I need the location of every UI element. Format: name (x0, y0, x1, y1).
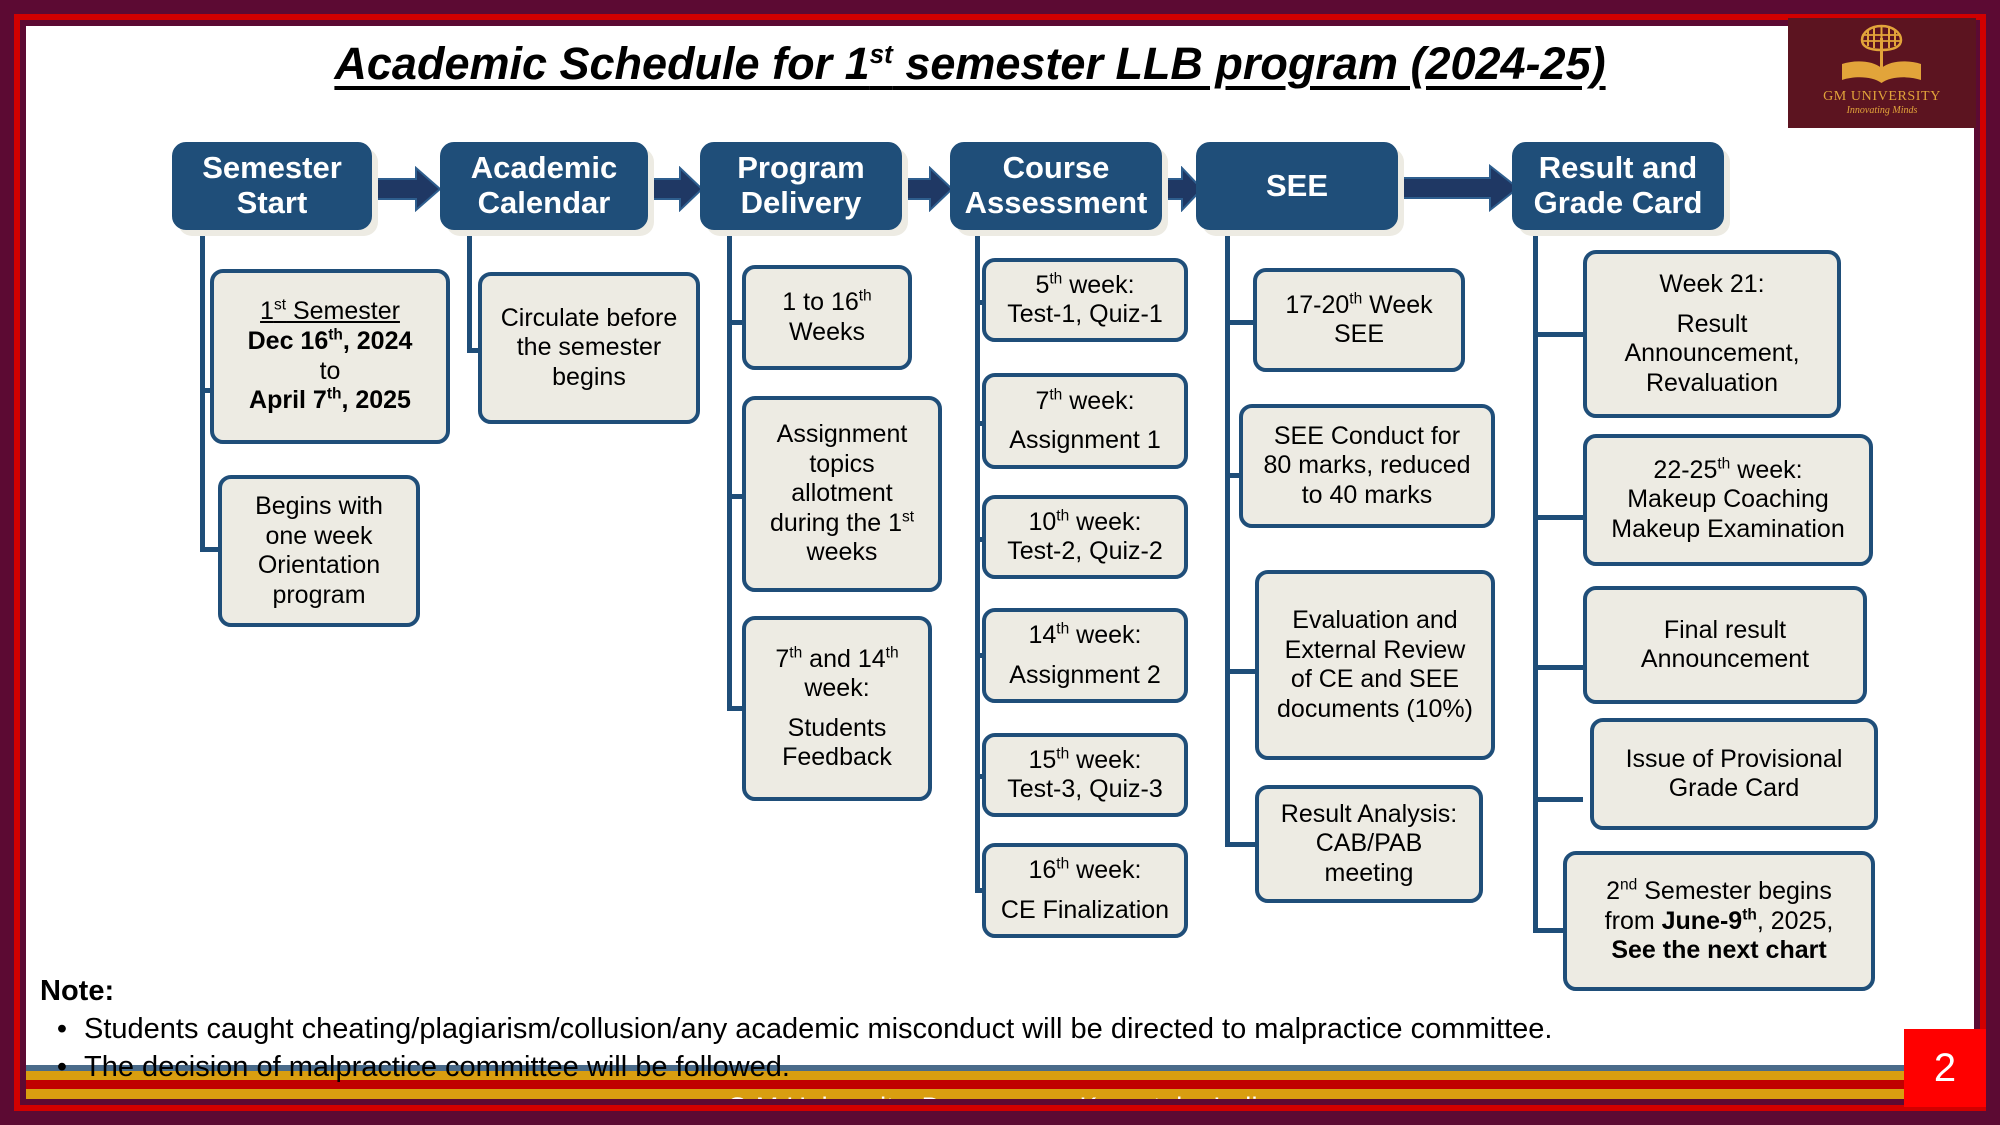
stage-header-see[interactable] (1196, 142, 1398, 230)
frame-steel-right (1988, 2, 2000, 1062)
connector-trunk-2 (467, 230, 472, 352)
node-line: Grade Card (1668, 774, 1800, 802)
txt: , 2025, (1756, 906, 1834, 935)
txt: week: (1069, 621, 1142, 650)
node-line (248, 327, 413, 355)
node-line: Makeup Examination (1611, 514, 1845, 543)
logo-name: GM UNIVERSITY (1823, 89, 1941, 104)
node-line (1653, 456, 1802, 484)
txt: Semester begins (1637, 876, 1832, 905)
txt: week: (1062, 386, 1135, 415)
node-line (249, 386, 411, 414)
node-line (1028, 621, 1141, 649)
txt: 14 (1028, 621, 1057, 650)
node-text (1605, 876, 1834, 965)
node-evaluation-external-review[interactable] (1255, 570, 1495, 760)
node-line: Assignment 2 (1009, 660, 1161, 689)
node-line: Begins with (255, 492, 383, 520)
node-line: one week (265, 521, 373, 550)
node-week21-result-announcement[interactable] (1583, 250, 1841, 418)
arrow-5 (1398, 164, 1520, 212)
hdr-line: Academic (470, 150, 618, 186)
node-week15-test3[interactable] (982, 733, 1188, 817)
txt: week: (1069, 507, 1142, 536)
node-line: documents (10%) (1277, 694, 1473, 723)
node-text (1263, 422, 1470, 511)
node-line: SEE Conduct for (1273, 421, 1461, 450)
node-line: See the next chart (1611, 936, 1827, 965)
node-text (248, 297, 413, 416)
txt: 2 (1606, 876, 1621, 905)
node-line (1035, 271, 1134, 299)
sup: th (1056, 745, 1070, 763)
txt: 16 (1028, 856, 1057, 885)
node-week22-25-makeup[interactable] (1583, 434, 1873, 566)
node-line: to (319, 356, 341, 385)
node-text (1007, 270, 1163, 329)
node-line: topics (809, 449, 875, 478)
node-line: allotment (791, 479, 893, 508)
txt: 15 (1028, 745, 1057, 774)
spacer (1624, 300, 1799, 310)
stage-header-label (965, 151, 1148, 220)
sup: th (1056, 507, 1070, 525)
stage-header-label (202, 151, 342, 220)
connector-stub (1533, 515, 1583, 520)
node-see-conduct-marks[interactable] (1239, 404, 1495, 528)
sup: st (901, 508, 915, 526)
node-line: Feedback (782, 743, 892, 772)
node-line: to 40 marks (1301, 480, 1433, 509)
txt: Semester (286, 297, 400, 326)
spacer (1009, 416, 1160, 426)
txt: and 14 (802, 644, 886, 673)
stage-header-program-delivery[interactable] (700, 142, 902, 230)
spacer (775, 704, 898, 714)
txt: 10 (1028, 507, 1057, 536)
node-text (1001, 856, 1169, 925)
node-text (1641, 616, 1809, 675)
sup: st (273, 297, 287, 314)
page-title-pre: Academic Schedule for 1 (334, 38, 870, 89)
sup: th (1742, 906, 1757, 924)
node-students-feedback[interactable] (742, 616, 932, 801)
node-line: begins (552, 362, 626, 391)
txt: from (1604, 906, 1662, 935)
node-line: Issue of Provisional (1625, 744, 1843, 773)
node-line (260, 297, 400, 325)
txt: 7 (1035, 386, 1050, 415)
node-line: of CE and SEE (1290, 665, 1460, 693)
node-line: Announcement, (1624, 339, 1800, 367)
node-line: Weeks (789, 317, 865, 346)
tree-and-book-icon (1834, 22, 1930, 88)
note-title: Note: (40, 975, 115, 1007)
txt: week: (1730, 455, 1803, 484)
txt: 17-20 (1285, 290, 1350, 319)
node-line: Revaluation (1645, 368, 1779, 397)
node-line: Assignment 1 (1009, 426, 1161, 455)
hdr-line: Assessment (964, 185, 1148, 220)
node-line: Result (1676, 309, 1748, 338)
frame-steel-top (90, 2, 2000, 14)
hdr-line: Delivery (740, 185, 862, 220)
node-line (1028, 856, 1141, 884)
txt: 1 (260, 297, 274, 326)
txt: 5 (1035, 270, 1050, 299)
node-provisional-grade-card[interactable] (1590, 718, 1878, 830)
note-item (40, 1013, 1760, 1046)
node-line (770, 509, 914, 537)
node-text (1626, 745, 1843, 804)
node-text (1624, 270, 1799, 398)
node-line (1285, 291, 1432, 319)
node-orientation-program[interactable] (218, 475, 420, 627)
note-item-text: Students caught cheating/plagiarism/collusion/any academic misconduct will be directed to malpractice committee. (84, 1013, 1553, 1045)
arrow-1 (376, 166, 442, 212)
txt: April 7 (249, 386, 327, 415)
logo-tagline: Innovating Minds (1846, 105, 1918, 116)
page-number-badge: 2 (1904, 1029, 1986, 1107)
node-week10-test2[interactable] (982, 495, 1188, 579)
arrow-3 (902, 166, 954, 212)
note-item (40, 1051, 1760, 1084)
node-line (1606, 877, 1832, 905)
hdr-line: Result and (1538, 150, 1698, 186)
sup: th (1049, 386, 1063, 404)
node-week14-assignment2[interactable] (982, 608, 1188, 703)
node-line: Orientation (257, 551, 381, 579)
sup: th (326, 386, 342, 404)
sup: th (1717, 455, 1731, 473)
txt: week: (1062, 270, 1135, 299)
node-line (782, 288, 871, 316)
node-text (1277, 606, 1473, 724)
node-text (1611, 456, 1844, 545)
hdr-line: Grade Card (1533, 185, 1703, 220)
hdr-line: Course (1002, 150, 1110, 186)
node-line: External Review (1284, 635, 1466, 664)
txt: 22-25 (1653, 455, 1718, 484)
stage-header-label (737, 151, 864, 220)
node-line: Assignment (776, 420, 908, 449)
txt: week: (1069, 745, 1142, 774)
node-text (1281, 800, 1457, 889)
node-line (1028, 746, 1141, 774)
node-line (1605, 907, 1834, 935)
txt: Week (1362, 290, 1433, 319)
hdr-line: Semester (202, 150, 342, 186)
txt: 7 (775, 644, 790, 673)
node-line: Final result (1663, 615, 1787, 644)
node-week7-assignment1[interactable] (982, 373, 1188, 469)
node-week17-20-see[interactable] (1253, 268, 1465, 372)
spacer (1009, 651, 1160, 661)
node-line: CAB/PAB (1315, 829, 1423, 858)
connector-stub (1533, 665, 1583, 670)
node-line: Result Analysis: (1280, 799, 1458, 828)
stage-header-semester-start[interactable] (172, 142, 372, 230)
node-line: SEE (1333, 320, 1384, 349)
txt: , 2025 (341, 386, 411, 415)
node-assignment-topics[interactable] (742, 396, 942, 592)
stage-header-label (1534, 151, 1703, 220)
page-title (160, 38, 1780, 90)
stage-header-result-grade-card[interactable] (1512, 142, 1724, 230)
sup: th (1349, 290, 1363, 308)
node-line: Evaluation and (1292, 606, 1458, 634)
stage-header-course-assessment[interactable] (950, 142, 1162, 230)
bullet-icon: • (56, 1013, 68, 1045)
node-line: 80 marks, reduced (1263, 451, 1471, 480)
node-weeks-1-16[interactable] (742, 265, 912, 370)
node-line: Week 21: (1659, 270, 1765, 298)
node-line: Test-1, Quiz-1 (1007, 300, 1163, 329)
sup: th (1056, 620, 1070, 638)
stage-header-label: SEE (1265, 167, 1329, 203)
connector-stub (1225, 473, 1239, 478)
node-line: Circulate before (500, 303, 678, 332)
connector-trunk-4 (975, 230, 980, 891)
connector-stub (1533, 332, 1583, 337)
txt: , 2024 (342, 327, 413, 356)
connector-stub (1225, 669, 1255, 674)
connector-stub (1225, 842, 1255, 847)
sup: nd (1620, 876, 1638, 894)
footer-text: G M University, Davanagere Karnataka India (726, 1092, 1274, 1122)
sup: th (1056, 855, 1070, 873)
sup: th (858, 287, 872, 305)
sup: th (328, 326, 343, 344)
node-text (255, 492, 383, 610)
txt: during the 1 (769, 508, 902, 537)
node-line: meeting (1324, 858, 1414, 887)
node-text (1009, 621, 1160, 690)
sup: th (1049, 270, 1063, 288)
node-line: CE Finalization (1000, 895, 1170, 924)
node-text (1007, 745, 1163, 804)
hdr-line: Program (737, 150, 865, 186)
note-item-text: The decision of malpractice committee will be followed. (84, 1051, 790, 1083)
hdr-line: Calendar (477, 185, 611, 220)
node-line: Students (787, 713, 887, 742)
node-week16-ce-finalization[interactable] (982, 843, 1188, 938)
node-line: Test-2, Quiz-2 (1007, 537, 1163, 566)
arrow-2 (650, 166, 704, 212)
sup: th (885, 644, 899, 662)
node-final-result-announcement[interactable] (1583, 586, 1867, 704)
node-line (775, 645, 898, 673)
sup: th (789, 644, 803, 662)
node-result-analysis[interactable] (1255, 785, 1483, 903)
node-semester-dates[interactable] (210, 269, 450, 444)
node-line: the semester (516, 333, 662, 362)
node-text (1007, 507, 1163, 566)
txt: 1 to 16 (782, 288, 859, 317)
bullet-icon: • (56, 1051, 68, 1083)
node-line: week: (804, 674, 870, 703)
connector-stub (1533, 797, 1583, 802)
connector-stub (1225, 320, 1255, 325)
note-block (40, 975, 1760, 1084)
node-line: Makeup Coaching (1627, 485, 1829, 514)
stage-header-academic-calendar[interactable] (440, 142, 648, 230)
hdr-line: Start (236, 185, 308, 220)
spacer (1001, 886, 1169, 896)
page-title-post: semester LLB program (2024-25) (892, 38, 1606, 89)
node-text (1285, 290, 1432, 349)
node-second-semester-begins[interactable] (1563, 851, 1875, 991)
txt: June-9 (1661, 906, 1743, 935)
txt: week: (1069, 856, 1142, 885)
node-line: Test-3, Quiz-3 (1007, 775, 1163, 804)
node-text (775, 644, 898, 772)
node-line: program (272, 580, 366, 609)
node-text (782, 288, 871, 347)
stage-header-label (471, 151, 617, 220)
university-logo (1788, 18, 1976, 128)
node-circulate-calendar[interactable] (478, 272, 700, 424)
node-text (501, 304, 677, 393)
node-line: Announcement (1640, 645, 1810, 673)
txt: Dec 16 (247, 327, 329, 356)
node-text (770, 420, 914, 568)
node-week5-test1[interactable] (982, 258, 1188, 342)
connector-trunk-3 (727, 230, 732, 710)
node-line (1028, 508, 1141, 536)
node-line: weeks (806, 538, 878, 567)
node-text (1009, 386, 1160, 455)
page-title-sup: st (869, 39, 893, 69)
node-line (1035, 387, 1134, 415)
